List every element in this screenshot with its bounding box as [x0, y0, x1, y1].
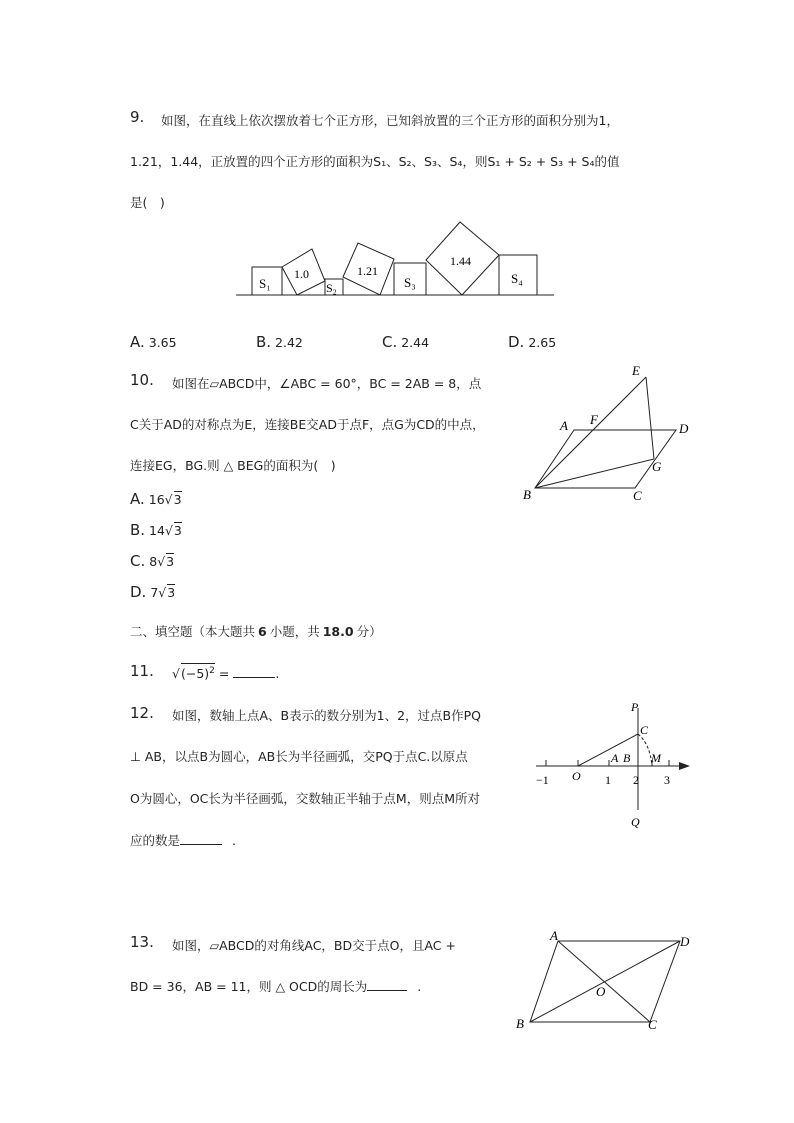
q10-option-b-radicand: 3: [173, 523, 182, 538]
q9-text-line1: 如图，在直线上依次摆放着七个正方形，已知斜放置的三个正方形的面积分别为1，: [161, 113, 619, 128]
q10-label-f: F: [590, 412, 598, 427]
q12-text-line1: 如图，数轴上点A、B表示的数分别为1、2，过点B作PQ: [172, 708, 481, 723]
q10-option-c-sqrt-sign: √: [157, 554, 166, 569]
q12-label-c: C: [640, 723, 649, 737]
q11-number: 11.: [130, 662, 154, 680]
q13-diagonal-bd: [530, 941, 680, 1022]
q13-text-line2-lead: BD = 36，AB = 11，则 △ OCD的周长为: [130, 979, 368, 994]
q10-option-b-letter: B.: [130, 521, 146, 539]
q10-label-b: B: [523, 487, 531, 502]
q9-label-s3: S₃: [404, 275, 416, 290]
q10-option-c-letter: C.: [130, 552, 146, 570]
q13-label-o: O: [596, 984, 606, 999]
q9-option-d-letter: D.: [508, 333, 525, 351]
q12-tick-label-neg1: −1: [536, 773, 549, 787]
q12-number: 12.: [130, 704, 154, 722]
q13-label-b: B: [516, 1016, 524, 1031]
q12-text-line2: ⊥ AB，以点B为圆心，AB长为半径画弧，交PQ于点C.以原点: [130, 749, 468, 764]
q11-sqrt-sign: √: [172, 666, 180, 682]
q11-tail: .: [275, 666, 280, 682]
q10-segment-eg: [646, 377, 654, 459]
q13-label-a: A: [550, 928, 558, 943]
section2-suffix: 分）: [356, 624, 382, 639]
q13-number: 13.: [130, 933, 154, 951]
q10-label-d: D: [679, 421, 689, 436]
q10-option-a-radicand: 3: [173, 492, 182, 507]
section2-mid: 小题，共: [269, 624, 320, 639]
q12-label-m: M: [651, 751, 661, 765]
q11-radicand: [181, 663, 215, 680]
q11-exponent: 2: [209, 666, 215, 676]
q10-option-a-letter: A.: [130, 490, 145, 508]
q13-answer-blank[interactable]: [367, 978, 407, 991]
section2-heading: [130, 622, 382, 640]
q11-equals: =: [218, 666, 230, 682]
q9-option-a[interactable]: [130, 333, 177, 351]
q9-label-144: 1.44: [450, 254, 471, 268]
q10-option-b-sqrt-sign: √: [164, 523, 173, 538]
q9-figure-squares: [230, 215, 560, 305]
q9-number: 9.: [130, 108, 145, 126]
q12-text-line4-lead: 应的数是: [130, 833, 181, 848]
q9-label-1: 1.0: [294, 267, 309, 281]
q10-option-b-coef: 14: [149, 523, 165, 538]
q9-option-d-value: 2.65: [528, 335, 557, 350]
q12-tick-label-1: 1: [605, 773, 611, 787]
q12-figure-number-line: [530, 696, 696, 832]
q10-text-line3: 连接EG，BG.则 △ BEG的面积为( ): [130, 458, 336, 473]
q10-number: 10.: [130, 371, 154, 389]
q10-segment-bg: [535, 459, 654, 488]
q10-label-c: C: [633, 488, 642, 503]
q10-option-a[interactable]: [130, 490, 182, 508]
q9-option-b-value: 2.42: [275, 335, 303, 350]
q13-text-line2: [130, 977, 421, 995]
q10-text-line1: 如图在▱ABCD中，∠ABC = 60°，BC = 2AB = 8，点: [172, 376, 482, 391]
section2-score: 18.0: [322, 624, 354, 639]
q12-label-a: A: [611, 751, 619, 765]
section2-prefix: 二、填空题（本大题共: [130, 624, 256, 639]
section2-count: 6: [258, 624, 267, 639]
q12-answer-blank[interactable]: [180, 832, 222, 845]
q9-label-s2: S₂: [326, 281, 337, 295]
q10-option-d-coef: 7: [150, 585, 159, 600]
q10-segment-be: [535, 377, 646, 488]
q11-answer-blank[interactable]: [233, 665, 275, 678]
q12-label-o: O: [572, 769, 581, 783]
q9-option-c-letter: C.: [382, 333, 398, 351]
q10-option-a-coef: 16: [148, 492, 165, 507]
q12-tick-label-3: 3: [664, 773, 670, 787]
q13-tail: .: [417, 979, 422, 994]
q9-label-121: 1.21: [357, 264, 378, 278]
q12-text-line4: [130, 831, 236, 849]
q11-expression: [172, 663, 279, 681]
q10-option-d[interactable]: [130, 583, 175, 601]
q9-option-a-letter: A.: [130, 333, 145, 351]
q10-option-c[interactable]: [130, 552, 174, 570]
q13-text-line1: 如图，▱ABCD的对角线AC，BD交于点O，且AC +: [172, 938, 456, 953]
q9-option-b-letter: B.: [256, 333, 272, 351]
q11-radicand-base: (−5): [180, 666, 210, 682]
q10-label-e: E: [632, 363, 640, 378]
q9-option-d[interactable]: [508, 333, 556, 351]
q10-text-line2: C关于AD的对称点为E，连接BE交AD于点F，点G为CD的中点，: [130, 417, 485, 432]
q13-label-c: C: [648, 1017, 657, 1032]
q13-figure-parallelogram: [512, 926, 702, 1036]
q10-option-d-radicand: 3: [167, 585, 176, 600]
q10-option-b[interactable]: [130, 521, 182, 539]
q12-label-q: Q: [631, 815, 640, 829]
q12-tick-label-2: 2: [633, 773, 639, 787]
q9-option-c[interactable]: [382, 333, 429, 351]
q9-option-c-value: 2.44: [401, 335, 430, 350]
q12-tail: .: [232, 833, 236, 848]
q9-text-line2: 1.21，1.44，正放置的四个正方形的面积为S₁、S₂、S₃、S₄，则S₁ + S₂ + S₃ + S₄的值: [130, 154, 620, 169]
q10-figure-parallelogram: [516, 360, 702, 505]
q12-label-b: B: [623, 751, 631, 765]
q9-label-s1: S₁: [259, 276, 271, 291]
q13-label-d: D: [680, 934, 690, 949]
q9-label-s4: S₄: [511, 271, 523, 286]
q12-dashed-arc: [638, 734, 652, 766]
q12-axis-arrow: [679, 762, 690, 770]
q9-text-line3: 是( ): [130, 195, 165, 210]
q10-label-g: G: [652, 459, 662, 474]
q12-label-p: P: [631, 700, 639, 714]
q10-option-c-radicand: 3: [166, 554, 175, 569]
q9-option-a-value: 3.65: [148, 335, 177, 350]
q10-option-a-sqrt-sign: √: [164, 492, 173, 507]
q10-option-d-sqrt-sign: √: [158, 585, 167, 600]
q10-label-a: A: [560, 418, 568, 433]
q12-text-line3: O为圆心，OC长为半径画弧，交数轴正半轴于点M，则点M所对: [130, 791, 480, 806]
q9-option-b[interactable]: [256, 333, 303, 351]
q10-option-d-letter: D.: [130, 583, 147, 601]
q10-option-c-coef: 8: [149, 554, 158, 569]
